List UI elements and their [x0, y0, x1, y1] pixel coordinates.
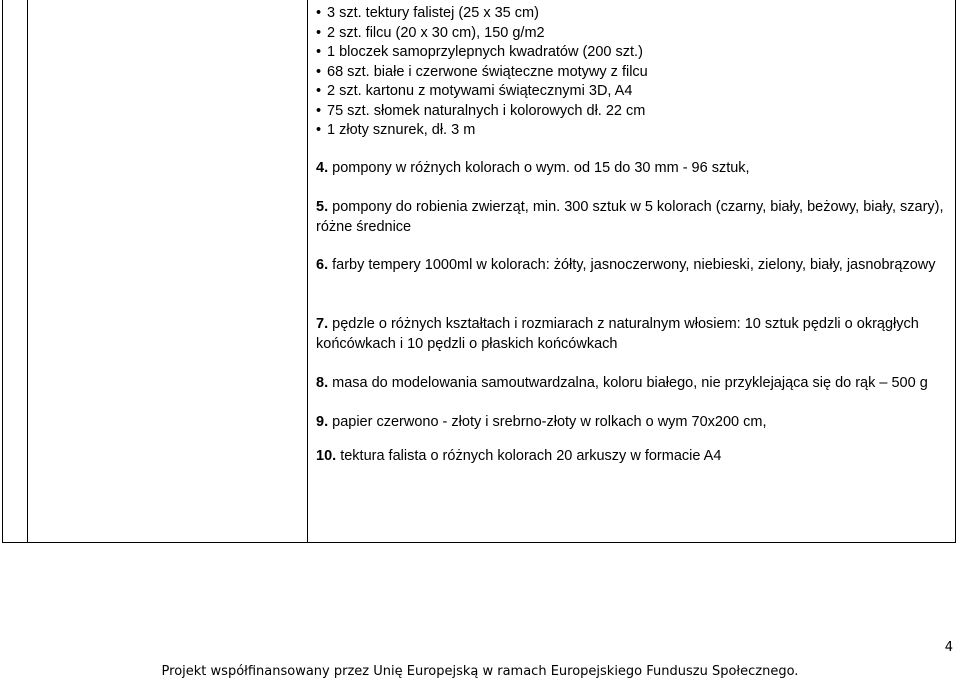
numbered-item	[316, 447, 956, 467]
list-item	[316, 121, 648, 141]
item-number: 5.	[316, 199, 329, 215]
numbered-item	[316, 159, 956, 179]
bullet-icon: •	[316, 24, 322, 41]
column-divider	[27, 0, 28, 542]
item-number: 9.	[316, 414, 329, 430]
numbered-item	[316, 256, 956, 276]
column-divider	[307, 0, 308, 542]
item-text: pompony w różnych kolorach o wym. od 15 do 30 mm - 96 sztuk,	[332, 160, 750, 176]
list-item	[316, 102, 648, 122]
numbered-item	[316, 198, 956, 237]
item-text: pompony do robienia zwierząt, min. 300 sztuk w 5 kolorach (czarny, biały, beżowy, biały, szary), różne średnice	[316, 199, 944, 235]
item-text: masa do modelowania samoutwardzalna, koloru białego, nie przyklejająca się do rąk – 500 g	[332, 375, 928, 391]
list-item-text: 75 szt. słomek naturalnych i kolorowych dł. 22 cm	[327, 102, 646, 119]
list-item-text: 2 szt. kartonu z motywami świątecznymi 3D, A4	[327, 83, 633, 99]
item-number: 7.	[316, 316, 329, 332]
bullet-icon: •	[316, 5, 322, 21]
item-text: pędzle o różnych kształtach i rozmiarach z naturalnym włosiem: 10 sztuk pędzli o okrągłych końcówkach i 10 pędzli o płaskich końcówkach	[316, 316, 919, 352]
list-item	[316, 63, 648, 83]
list-item-text: 68 szt. białe i czerwone świąteczne motywy z filcu	[327, 63, 648, 80]
list-item	[316, 82, 648, 102]
item-number: 10.	[316, 448, 337, 464]
item-number: 6.	[316, 257, 329, 273]
page-number: 4	[944, 640, 953, 655]
item-text: tektura falista o różnych kolorach 20 arkuszy w formacie A4	[340, 448, 722, 464]
bullet-icon: •	[316, 63, 322, 80]
list-item-text: 2 szt. filcu (20 x 30 cm), 150 g/m2	[327, 24, 545, 41]
item-number: 8.	[316, 375, 329, 391]
list-item	[316, 43, 648, 63]
item-text: farby tempery 1000ml w kolorach: żółty, jasnoczerwony, niebieski, zielony, biały, jasnobrązowy	[332, 257, 936, 273]
list-item-text: 1 bloczek samoprzylepnych kwadratów (200 szt.)	[327, 44, 643, 60]
numbered-item	[316, 374, 956, 394]
bullet-icon: •	[316, 44, 322, 60]
footer-text: Projekt współfinansowany przez Unię Europejską w ramach Europejskiego Funduszu Społecznego.	[161, 664, 799, 679]
list-item	[316, 24, 648, 44]
bullet-icon: •	[316, 122, 322, 138]
list-item	[316, 4, 648, 24]
bullet-icon: •	[316, 83, 322, 99]
numbered-item	[316, 315, 956, 354]
item-number: 4.	[316, 160, 329, 176]
list-item-text: 1 złoty sznurek, dł. 3 m	[327, 122, 476, 138]
item-text: papier czerwono - złoty i srebrno-złoty w rolkach o wym 70x200 cm,	[332, 414, 767, 430]
bullet-icon: •	[316, 102, 322, 119]
list-item-text: 3 szt. tektury falistej (25 x 35 cm)	[327, 5, 539, 21]
bullet-list	[316, 4, 648, 141]
numbered-item	[316, 413, 956, 433]
